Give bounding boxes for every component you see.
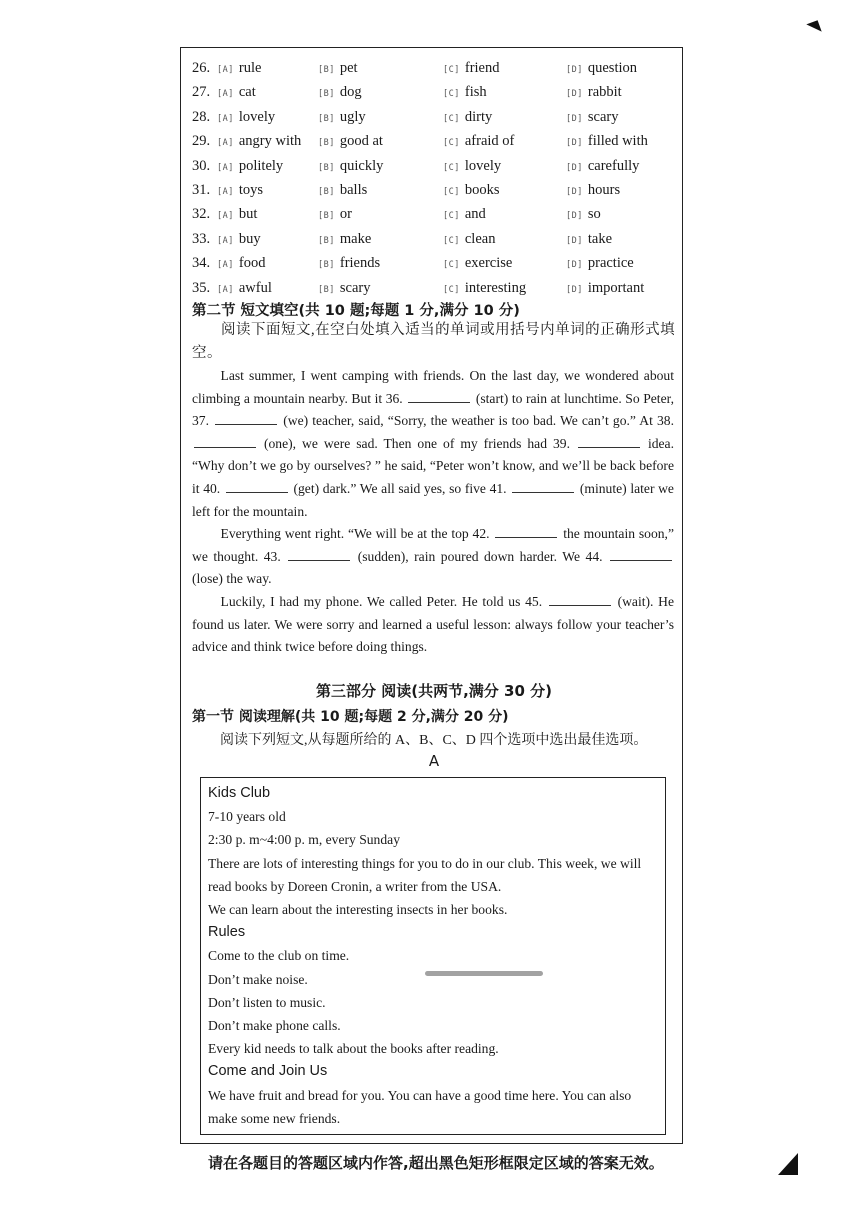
answer-row xyxy=(192,227,682,251)
option-tag: [A] xyxy=(217,260,234,271)
option-c[interactable] xyxy=(443,80,487,106)
option-tag: [D] xyxy=(566,113,583,124)
option-b[interactable] xyxy=(318,202,352,228)
option-b[interactable] xyxy=(318,129,383,155)
option-a[interactable] xyxy=(217,105,275,131)
answer-row xyxy=(192,276,682,300)
part3-section1-heading: 第一节 阅读理解(共 10 题;每题 2 分,满分 20 分) xyxy=(192,709,509,725)
option-c[interactable] xyxy=(443,56,499,82)
rule-item: Every kid needs to talk about the books after reading. xyxy=(208,1041,499,1057)
blank-field[interactable] xyxy=(288,548,350,561)
passage-text: (we) teacher, said, “Sorry, the weather is too bad. We can’t go.” At 38. xyxy=(283,413,674,429)
option-tag: [C] xyxy=(443,260,460,271)
answer-row xyxy=(192,80,682,104)
notice-title: Kids Club xyxy=(208,785,271,801)
rule-item: Don’t listen to music. xyxy=(208,994,326,1010)
option-tag: [A] xyxy=(217,284,234,295)
option-text: pet xyxy=(339,60,358,76)
option-text: dog xyxy=(339,84,362,101)
option-d[interactable] xyxy=(566,56,637,82)
cloze-passage xyxy=(192,365,674,659)
option-tag: [A] xyxy=(217,211,234,222)
passage-label: A xyxy=(428,752,440,770)
option-c[interactable] xyxy=(443,202,486,228)
option-d[interactable] xyxy=(566,202,601,228)
passage-text: the mountain soon,” we thought. 43. xyxy=(192,526,674,564)
option-tag: [D] xyxy=(566,186,583,197)
corner-marker-icon xyxy=(778,1153,798,1175)
option-text: important xyxy=(587,279,645,296)
question-number: 26. xyxy=(192,60,211,76)
option-text: rule xyxy=(238,60,262,76)
option-text: question xyxy=(587,60,637,76)
option-text: afraid of xyxy=(464,133,515,150)
option-a[interactable] xyxy=(217,80,256,106)
option-text: politely xyxy=(238,157,284,174)
option-text: fish xyxy=(464,84,487,101)
option-tag: [B] xyxy=(318,186,335,197)
option-text: balls xyxy=(339,181,368,198)
option-d[interactable] xyxy=(566,178,620,204)
option-text: practice xyxy=(587,255,634,272)
answer-options-list xyxy=(192,56,682,300)
option-tag: [A] xyxy=(217,89,234,100)
option-text: take xyxy=(587,230,613,247)
option-tag: [B] xyxy=(318,65,335,75)
option-a[interactable] xyxy=(217,56,261,82)
passage-text: (sudden), rain poured down harder. We 44. xyxy=(357,548,603,564)
passage-text: (get) dark.” We all said yes, so five 41. xyxy=(293,480,507,496)
option-tag: [C] xyxy=(443,211,460,222)
option-text: quickly xyxy=(339,157,384,174)
option-text: awful xyxy=(238,279,272,296)
footer-notice: 请在各题目的答题区域内作答,超出黑色矩形框限定区域的答案无效。 xyxy=(208,1154,664,1172)
option-a[interactable] xyxy=(217,129,301,155)
question-number: 27. xyxy=(192,84,211,101)
blank-field[interactable] xyxy=(549,593,611,606)
option-tag: [B] xyxy=(318,162,335,173)
section2-instruction: 阅读下面短文,在空白处填入适当的单词或用括号内单词的正确形式填空。 xyxy=(192,322,676,361)
option-tag: [B] xyxy=(318,113,335,124)
blank-field[interactable] xyxy=(578,435,640,448)
option-c[interactable] xyxy=(443,129,514,155)
notice-time: 2:30 p. m~4:00 p. m, every Sunday xyxy=(208,832,400,848)
question-number: 31. xyxy=(192,181,211,198)
option-text: filled with xyxy=(587,133,648,150)
option-text: and xyxy=(464,206,486,223)
option-text: rabbit xyxy=(587,84,622,101)
answer-row xyxy=(192,105,682,129)
option-text: interesting xyxy=(464,279,527,296)
passage-paragraph xyxy=(192,523,674,591)
option-tag: [D] xyxy=(566,284,583,295)
option-a[interactable] xyxy=(217,251,265,277)
option-c[interactable] xyxy=(443,227,495,253)
option-b[interactable] xyxy=(318,154,383,180)
option-text: lovely xyxy=(238,108,276,125)
join-text: We have fruit and bread for you. You can have a good time here. You can also make some new friends. xyxy=(208,1087,632,1126)
option-text: lovely xyxy=(464,157,502,174)
answer-row xyxy=(192,129,682,153)
option-tag: [A] xyxy=(217,65,234,75)
part3-title: 第三部分 阅读(共两节,满分 30 分) xyxy=(316,682,552,700)
option-text: so xyxy=(587,206,601,223)
option-text: scary xyxy=(339,279,371,296)
option-text: friends xyxy=(339,255,381,272)
option-d[interactable] xyxy=(566,80,622,106)
option-text: buy xyxy=(238,230,261,247)
option-d[interactable] xyxy=(566,251,634,277)
option-b[interactable] xyxy=(318,251,380,277)
section2-heading: 第二节 短文填空(共 10 题;每题 1 分,满分 10 分) xyxy=(192,303,520,319)
blank-field[interactable] xyxy=(610,548,672,561)
option-text: or xyxy=(339,206,352,223)
option-tag: [D] xyxy=(566,235,583,246)
option-text: toys xyxy=(238,181,264,198)
blank-field[interactable] xyxy=(226,480,288,493)
option-text: scary xyxy=(587,108,619,125)
answer-row xyxy=(192,56,682,80)
option-text: food xyxy=(238,255,266,272)
option-tag: [C] xyxy=(443,89,460,100)
blank-field[interactable] xyxy=(495,525,557,538)
option-text: clean xyxy=(464,230,496,247)
passage-text: (minute) later we left for the mountain. xyxy=(192,480,674,519)
blank-field[interactable] xyxy=(215,412,277,425)
blank-field[interactable] xyxy=(194,435,256,448)
rule-item: Come to the club on time. xyxy=(208,948,350,964)
option-a[interactable] xyxy=(217,227,261,253)
join-heading: Come and Join Us xyxy=(208,1063,328,1080)
option-tag: [C] xyxy=(443,186,460,197)
option-text: good at xyxy=(339,133,383,150)
option-tag: [C] xyxy=(443,284,460,295)
option-tag: [D] xyxy=(566,260,583,271)
option-tag: [C] xyxy=(443,65,460,75)
option-text: angry with xyxy=(238,133,302,150)
passage-text: (one), we were sad. Then one of my friends had 39. xyxy=(263,435,570,451)
answer-row xyxy=(192,178,682,202)
option-text: hours xyxy=(587,181,621,198)
passage-text: (wait). He found us later. We were sorry and learned a useful lesson: always follow your teacher’s advice and think twice before doing things. xyxy=(192,593,674,655)
passage-paragraph xyxy=(192,591,674,659)
option-text: dirty xyxy=(464,108,493,125)
notice-intro: There are lots of interesting things for you to do in our club. This week, we will read books by Doreen Cronin, a writer from the USA. xyxy=(208,855,642,894)
question-number: 35. xyxy=(192,279,211,296)
option-tag: [D] xyxy=(566,138,583,149)
option-d[interactable] xyxy=(566,129,648,155)
blank-field[interactable] xyxy=(408,390,470,403)
rules-heading: Rules xyxy=(208,924,246,941)
answer-row xyxy=(192,202,682,226)
option-tag: [B] xyxy=(318,284,335,295)
corner-marker-icon xyxy=(806,20,821,35)
option-text: exercise xyxy=(464,255,513,272)
option-a[interactable] xyxy=(217,178,263,204)
reading-instruction: 阅读下列短文,从每题所给的 A、B、C、D 四个选项中选出最佳选项。 xyxy=(220,733,648,748)
option-b[interactable] xyxy=(318,178,367,204)
option-c[interactable] xyxy=(443,178,500,204)
option-tag: [B] xyxy=(318,138,335,149)
option-a[interactable] xyxy=(217,202,257,228)
option-b[interactable] xyxy=(318,105,366,131)
question-number: 33. xyxy=(192,230,211,247)
option-c[interactable] xyxy=(443,251,512,277)
option-b[interactable] xyxy=(318,227,371,253)
notice-intro: We can learn about the interesting insects in her books. xyxy=(208,902,508,918)
passage-paragraph xyxy=(192,365,674,523)
question-number: 30. xyxy=(192,157,211,174)
answer-row xyxy=(192,154,682,178)
option-tag: [C] xyxy=(443,235,460,246)
rule-item: Don’t make noise. xyxy=(208,971,308,987)
blank-field[interactable] xyxy=(512,480,574,493)
option-tag: [B] xyxy=(318,211,335,222)
question-number: 29. xyxy=(192,133,211,150)
question-number: 34. xyxy=(192,255,211,272)
option-a[interactable] xyxy=(217,276,272,302)
passage-text: Everything went right. “We will be at the top 42. xyxy=(220,526,490,542)
kids-club-notice xyxy=(200,777,666,1135)
option-tag: [A] xyxy=(217,235,234,246)
option-text: make xyxy=(339,230,372,247)
passage-text: Last summer, I went camping with friends. On the last day, we wondered about climbing a mountain nearby. But it 36. xyxy=(192,368,674,406)
question-number: 28. xyxy=(192,108,211,125)
option-b[interactable] xyxy=(318,80,362,106)
option-tag: [D] xyxy=(566,65,583,75)
option-d[interactable] xyxy=(566,227,612,253)
option-tag: [D] xyxy=(566,89,583,100)
option-text: cat xyxy=(238,84,256,101)
question-number: 32. xyxy=(192,206,211,223)
option-tag: [B] xyxy=(318,89,335,100)
option-tag: [A] xyxy=(217,162,234,173)
passage-text: Luckily, I had my phone. We called Peter. He told us 45. xyxy=(220,593,543,609)
option-d[interactable] xyxy=(566,105,618,131)
option-tag: [C] xyxy=(443,113,460,124)
option-c[interactable] xyxy=(443,154,501,180)
option-d[interactable] xyxy=(566,276,644,302)
option-text: ugly xyxy=(339,108,366,125)
option-text: books xyxy=(464,181,500,198)
passage-text: (start) to rain at lunchtime. So Peter, 37. xyxy=(192,390,675,429)
passage-text: idea. “Why don’t we go by ourselves? ” he said, “Peter won’t know, and we’ll be back before it 40. xyxy=(192,435,674,496)
option-tag: [D] xyxy=(566,162,583,173)
option-tag: [C] xyxy=(443,162,460,173)
option-tag: [B] xyxy=(318,260,335,271)
option-text: friend xyxy=(464,60,500,76)
option-tag: [B] xyxy=(318,235,335,246)
rule-item: Don’t make phone calls. xyxy=(208,1018,341,1034)
answer-row xyxy=(192,251,682,275)
option-tag: [D] xyxy=(566,211,583,222)
ink-smudge xyxy=(425,971,543,976)
option-tag: [A] xyxy=(217,113,234,124)
option-tag: [A] xyxy=(217,138,234,149)
option-c[interactable] xyxy=(443,105,492,131)
option-c[interactable] xyxy=(443,276,526,302)
option-tag: [A] xyxy=(217,186,234,197)
option-d[interactable] xyxy=(566,154,639,180)
option-b[interactable] xyxy=(318,56,358,82)
passage-text: (lose) the way. xyxy=(192,571,272,587)
option-a[interactable] xyxy=(217,154,283,180)
option-text: carefully xyxy=(587,157,640,174)
notice-age: 7-10 years old xyxy=(208,809,286,825)
option-tag: [C] xyxy=(443,138,460,149)
option-b[interactable] xyxy=(318,276,370,302)
option-text: but xyxy=(238,206,258,223)
